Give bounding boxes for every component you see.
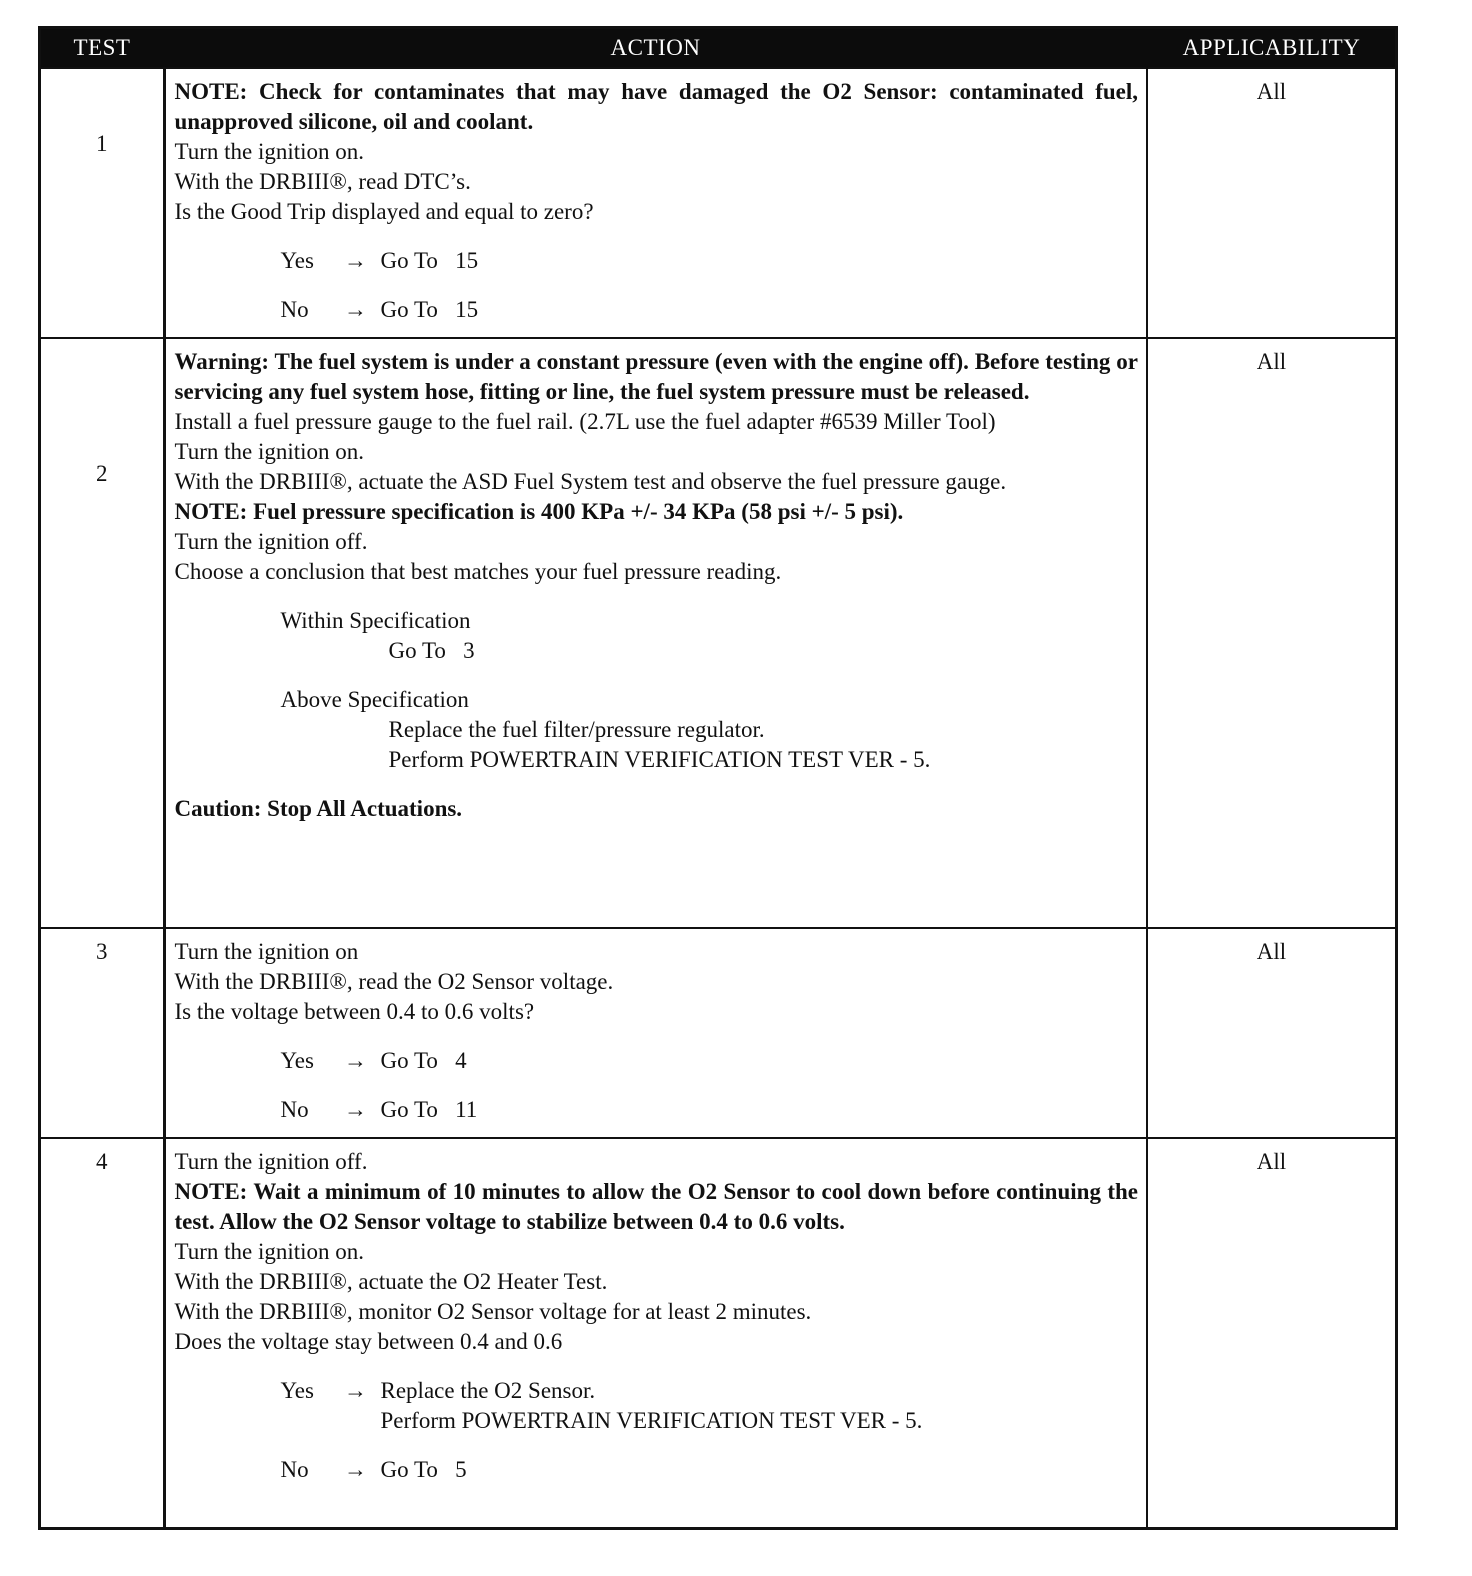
- option-label: Above Specification: [280, 687, 469, 712]
- step-text: With the DRBIII®, monitor O2 Sensor voltage for at least 2 minutes.: [174, 1299, 812, 1324]
- option-above-spec: [175, 685, 1139, 775]
- header-applicability: APPLICABILITY: [1147, 29, 1395, 68]
- step-text: Turn the ignition off.: [174, 1149, 368, 1174]
- step-text: Install a fuel pressure gauge to the fuel rail. (2.7L use the fuel adapter #6539 Miller Tool): [174, 409, 996, 434]
- table-row: [41, 68, 1395, 338]
- warning-text: Warning: The fuel system is under a constant pressure (even with the engine off). Before testing or servicing any fuel system hose, fitting or line, the fuel system pressure must be released.: [174, 349, 1138, 404]
- answer-label: Yes: [280, 1378, 314, 1403]
- option-result: Go To 3: [388, 638, 475, 663]
- branch-yes: [175, 1046, 1139, 1076]
- step-text: With the DRBIII®, read the O2 Sensor voltage.: [174, 969, 614, 994]
- action-cell: [164, 338, 1147, 928]
- answer-result: Go To 15: [380, 248, 479, 273]
- applicability-cell: All: [1147, 928, 1395, 1138]
- header-test: TEST: [41, 29, 164, 68]
- test-number-cell: [41, 338, 164, 928]
- branch-no: [175, 1095, 1139, 1125]
- answer-result: Go To 5: [380, 1457, 467, 1482]
- test-number-cell: [41, 928, 164, 1138]
- answer-result: Go To 15: [380, 297, 479, 322]
- step-text: Turn the ignition on.: [174, 139, 365, 164]
- answer-result: Perform POWERTRAIN VERIFICATION TEST VER - 5.: [380, 1408, 923, 1433]
- note-text: NOTE: Wait a minimum of 10 minutes to allow the O2 Sensor to cool down before continuing the test. Allow the O2 Sensor voltage to stabilize between 0.4 to 0.6 volts.: [174, 1179, 1138, 1234]
- answer-result: Replace the O2 Sensor.: [380, 1378, 596, 1403]
- step-text: Turn the ignition off.: [174, 529, 368, 554]
- diagnostic-test-table: [38, 26, 1398, 1530]
- step-text: With the DRBIII®, read DTC’s.: [174, 169, 471, 194]
- branch-no: [175, 295, 1139, 325]
- note-text: NOTE: Check for contaminates that may have damaged the O2 Sensor: contaminated fuel, unapproved silicone, oil and coolant.: [174, 79, 1138, 134]
- answer-result: Go To 4: [380, 1048, 467, 1073]
- applicability-cell: All: [1147, 1138, 1395, 1527]
- test-number: 3: [96, 939, 108, 964]
- test-number: 1: [96, 131, 108, 156]
- answer-label: Yes: [280, 1048, 314, 1073]
- step-text: Turn the ignition on.: [174, 439, 365, 464]
- arrow-icon: →: [344, 1457, 367, 1482]
- arrow-icon: →: [344, 248, 367, 273]
- test-number-cell: [41, 68, 164, 338]
- header-action: ACTION: [164, 29, 1147, 68]
- arrow-icon: →: [344, 1378, 367, 1403]
- answer-label: No: [280, 297, 309, 322]
- question-text: Is the Good Trip displayed and equal to zero?: [174, 199, 594, 224]
- answer-result-group: [381, 1376, 923, 1436]
- action-cell: [164, 1138, 1147, 1527]
- test-number-cell: [41, 1138, 164, 1527]
- arrow-icon: →: [344, 297, 367, 322]
- question-text: Is the voltage between 0.4 to 0.6 volts?: [174, 999, 535, 1024]
- step-text: With the DRBIII®, actuate the ASD Fuel System test and observe the fuel pressure gauge.: [174, 469, 1007, 494]
- option-result: Replace the fuel filter/pressure regulator.: [388, 717, 765, 742]
- table-row: [41, 338, 1395, 928]
- branch-yes: [175, 1376, 1139, 1436]
- answer-result: Go To 11: [380, 1097, 478, 1122]
- branch-yes: [175, 246, 1139, 276]
- answer-label: No: [280, 1097, 309, 1122]
- test-number: 2: [96, 461, 108, 486]
- step-text: With the DRBIII®, actuate the O2 Heater Test.: [174, 1269, 608, 1294]
- question-text: Does the voltage stay between 0.4 and 0.6: [174, 1329, 563, 1354]
- option-result: Perform POWERTRAIN VERIFICATION TEST VER - 5.: [388, 747, 931, 772]
- answer-label: No: [280, 1457, 309, 1482]
- caution-text: Caution: Stop All Actuations.: [174, 796, 463, 821]
- test-number: 4: [96, 1149, 108, 1174]
- step-text: Turn the ignition on: [174, 939, 359, 964]
- applicability-cell: All: [1147, 68, 1395, 338]
- table-row: [41, 1138, 1395, 1527]
- table-row: [41, 928, 1395, 1138]
- action-cell: [164, 928, 1147, 1138]
- branch-no: [175, 1455, 1139, 1485]
- arrow-icon: →: [344, 1048, 367, 1073]
- option-within-spec: [175, 606, 1139, 666]
- note-text: NOTE: Fuel pressure specification is 400 KPa +/- 34 KPa (58 psi +/- 5 psi).: [174, 499, 904, 524]
- applicability-cell: All: [1147, 338, 1395, 928]
- action-cell: [164, 68, 1147, 338]
- step-text: Turn the ignition on.: [174, 1239, 365, 1264]
- arrow-icon: →: [344, 1097, 367, 1122]
- question-text: Choose a conclusion that best matches your fuel pressure reading.: [174, 559, 782, 584]
- option-label: Within Specification: [280, 608, 471, 633]
- answer-label: Yes: [280, 248, 314, 273]
- table-header-row: [41, 29, 1395, 68]
